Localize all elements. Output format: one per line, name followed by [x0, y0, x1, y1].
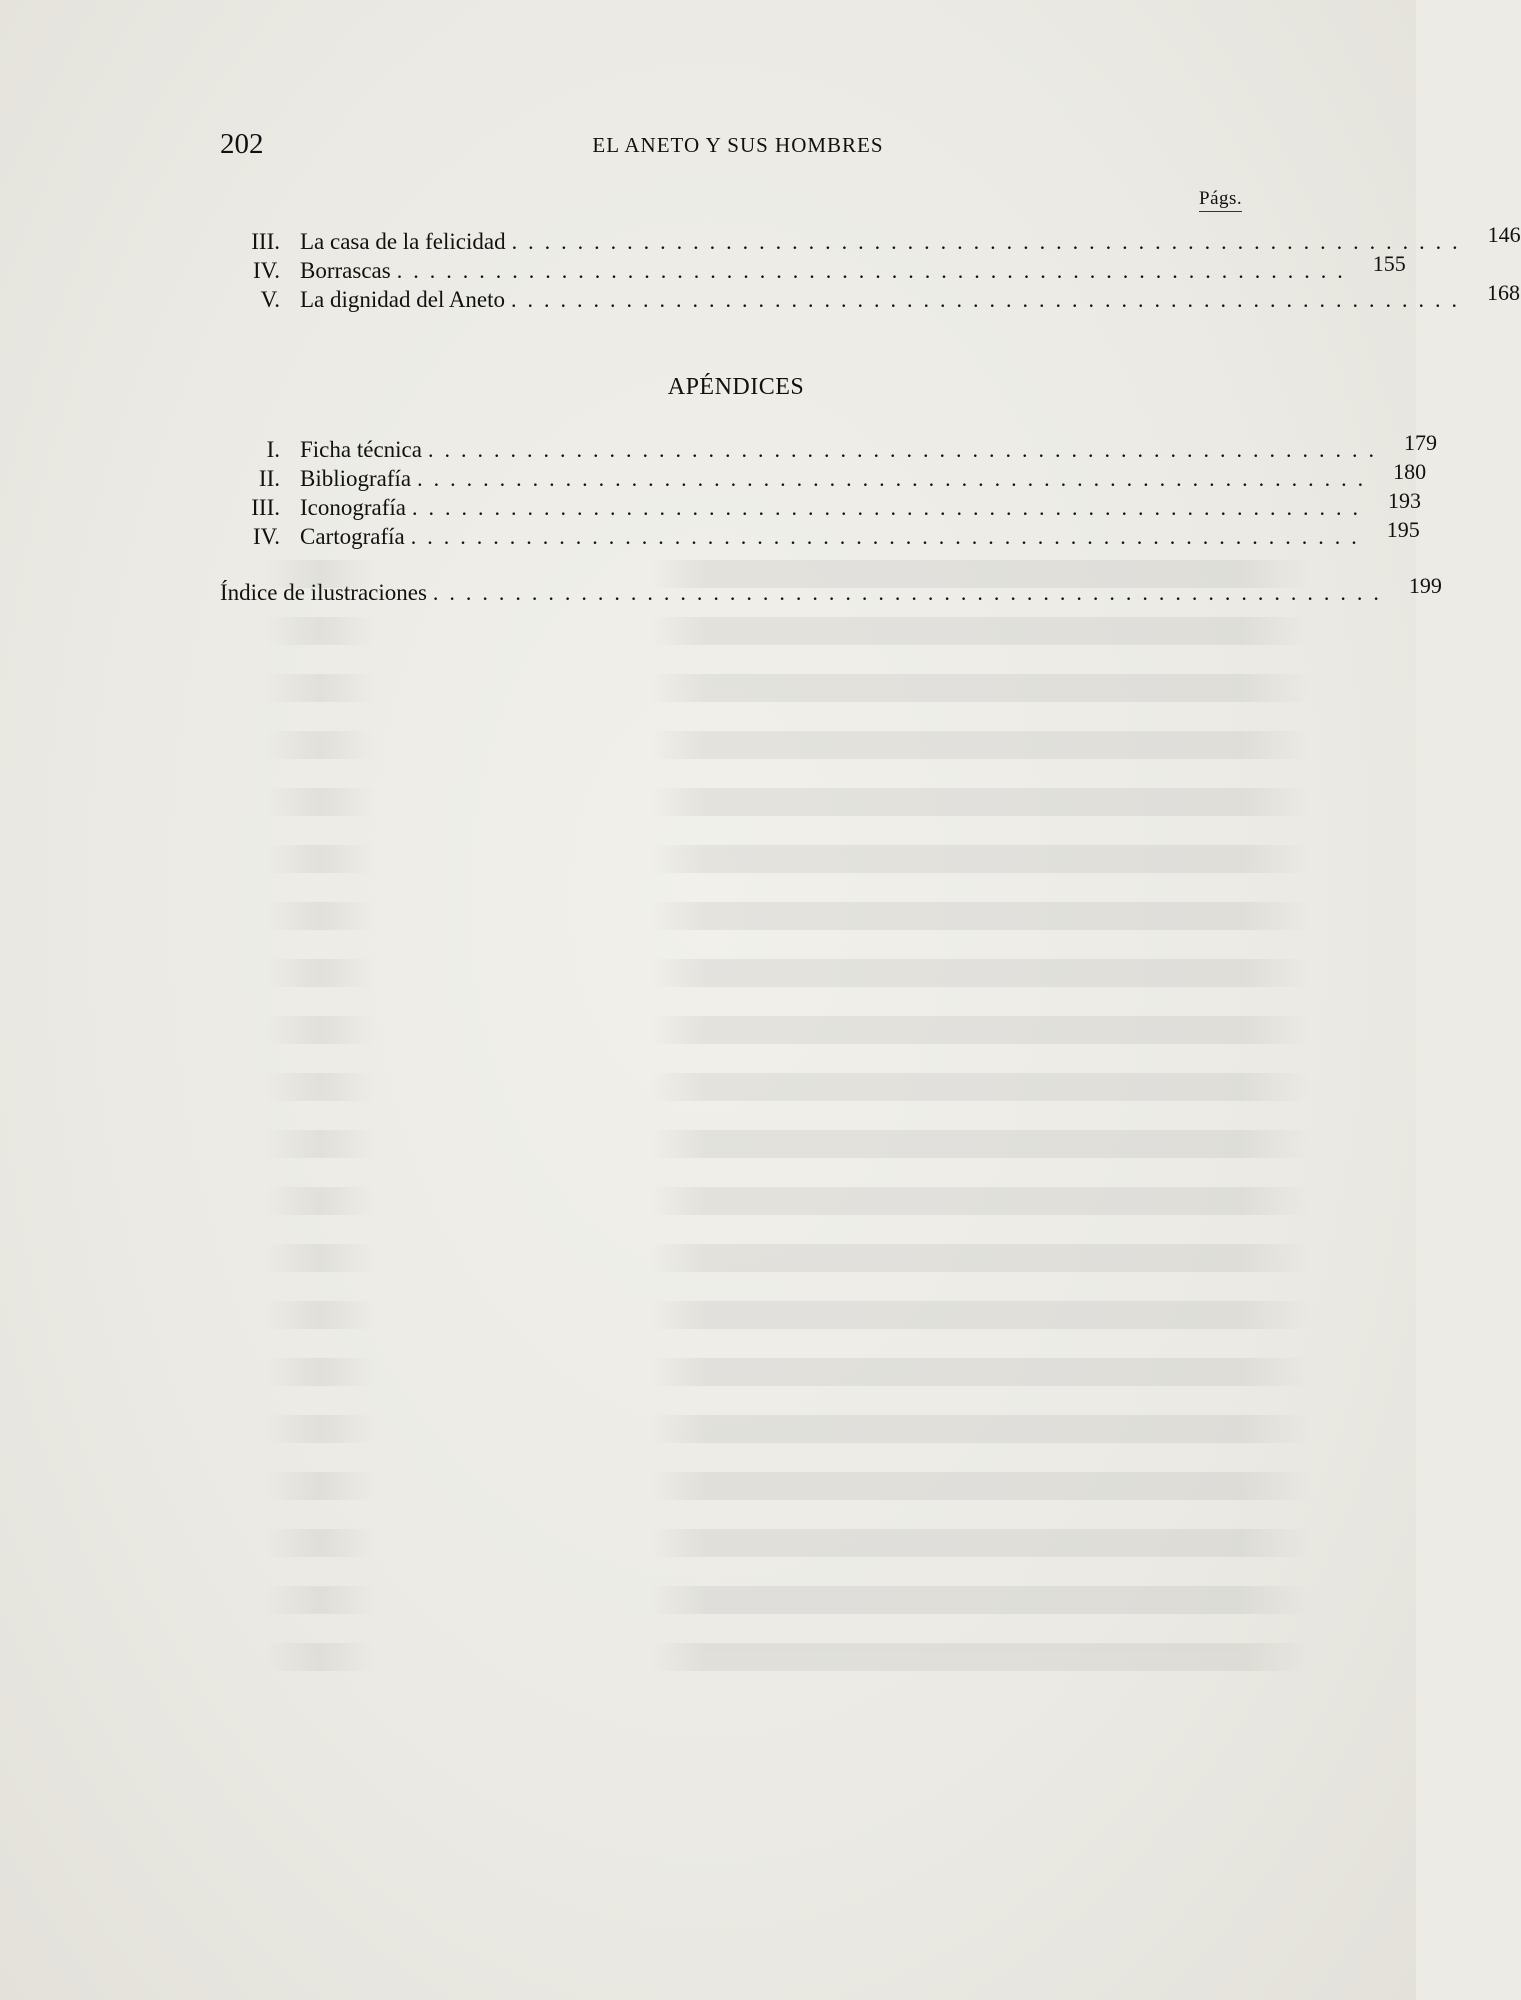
entry-page: 180: [1393, 459, 1427, 484]
dot-leader: ..........................................................: [511, 229, 1469, 254]
page-number: 202: [220, 128, 264, 160]
entry-numeral: V.: [260, 287, 280, 312]
dot-leader: ..........................................................: [396, 258, 1354, 283]
dot-leader: ..........................................................: [511, 287, 1469, 312]
chapter-list: [218, 222, 1521, 314]
toc-entry: [218, 517, 1420, 551]
entry-numeral: III.: [251, 495, 280, 520]
appendices-heading: APÉNDICES: [667, 374, 805, 400]
index-list: [218, 573, 1442, 607]
running-head: EL ANETO Y SUS HOMBRES: [592, 133, 884, 157]
entry-title: Iconografía: [300, 495, 406, 520]
entry-page: 179: [1403, 430, 1437, 455]
entry-numeral: IV.: [252, 258, 280, 283]
dot-leader: ..........................................................: [427, 437, 1385, 462]
toc-entry: [218, 430, 1437, 464]
entry-numeral: III.: [251, 229, 280, 254]
toc-entry: [218, 251, 1406, 285]
pages-column-label: Págs.: [1199, 188, 1242, 212]
entry-numeral: II.: [258, 466, 280, 491]
dot-leader: ..........................................................: [417, 466, 1375, 491]
entry-page: 168: [1487, 280, 1521, 305]
dot-leader: ..........................................................: [432, 580, 1390, 605]
toc-entry: [218, 459, 1427, 493]
entry-title: La dignidad del Aneto: [300, 287, 506, 312]
appendix-list: [218, 430, 1437, 551]
entry-page: 155: [1372, 251, 1406, 276]
entry-title: La casa de la felicidad: [300, 229, 506, 254]
show-through-from-reverse: [210, 560, 1310, 1760]
entry-page: 146: [1487, 222, 1521, 247]
entry-title: Ficha técnica: [300, 437, 422, 462]
entry-title: Borrascas: [300, 258, 391, 283]
entry-page: 199: [1408, 573, 1442, 598]
entry-title: Cartografía: [300, 524, 405, 549]
entry-title: Bibliografía: [300, 466, 412, 491]
toc-entry: [218, 222, 1521, 256]
entry-page: 193: [1388, 488, 1421, 513]
entry-page: 195: [1386, 517, 1420, 542]
toc-entry: [218, 488, 1421, 522]
dot-leader: ..........................................................: [412, 495, 1369, 520]
toc-entry: [218, 280, 1521, 314]
entry-numeral: IV.: [252, 524, 280, 549]
entry-title: Índice de ilustraciones: [220, 580, 427, 605]
toc-entry: [218, 573, 1442, 607]
dot-leader: ..........................................................: [410, 524, 1368, 549]
entry-numeral: I.: [266, 437, 280, 462]
